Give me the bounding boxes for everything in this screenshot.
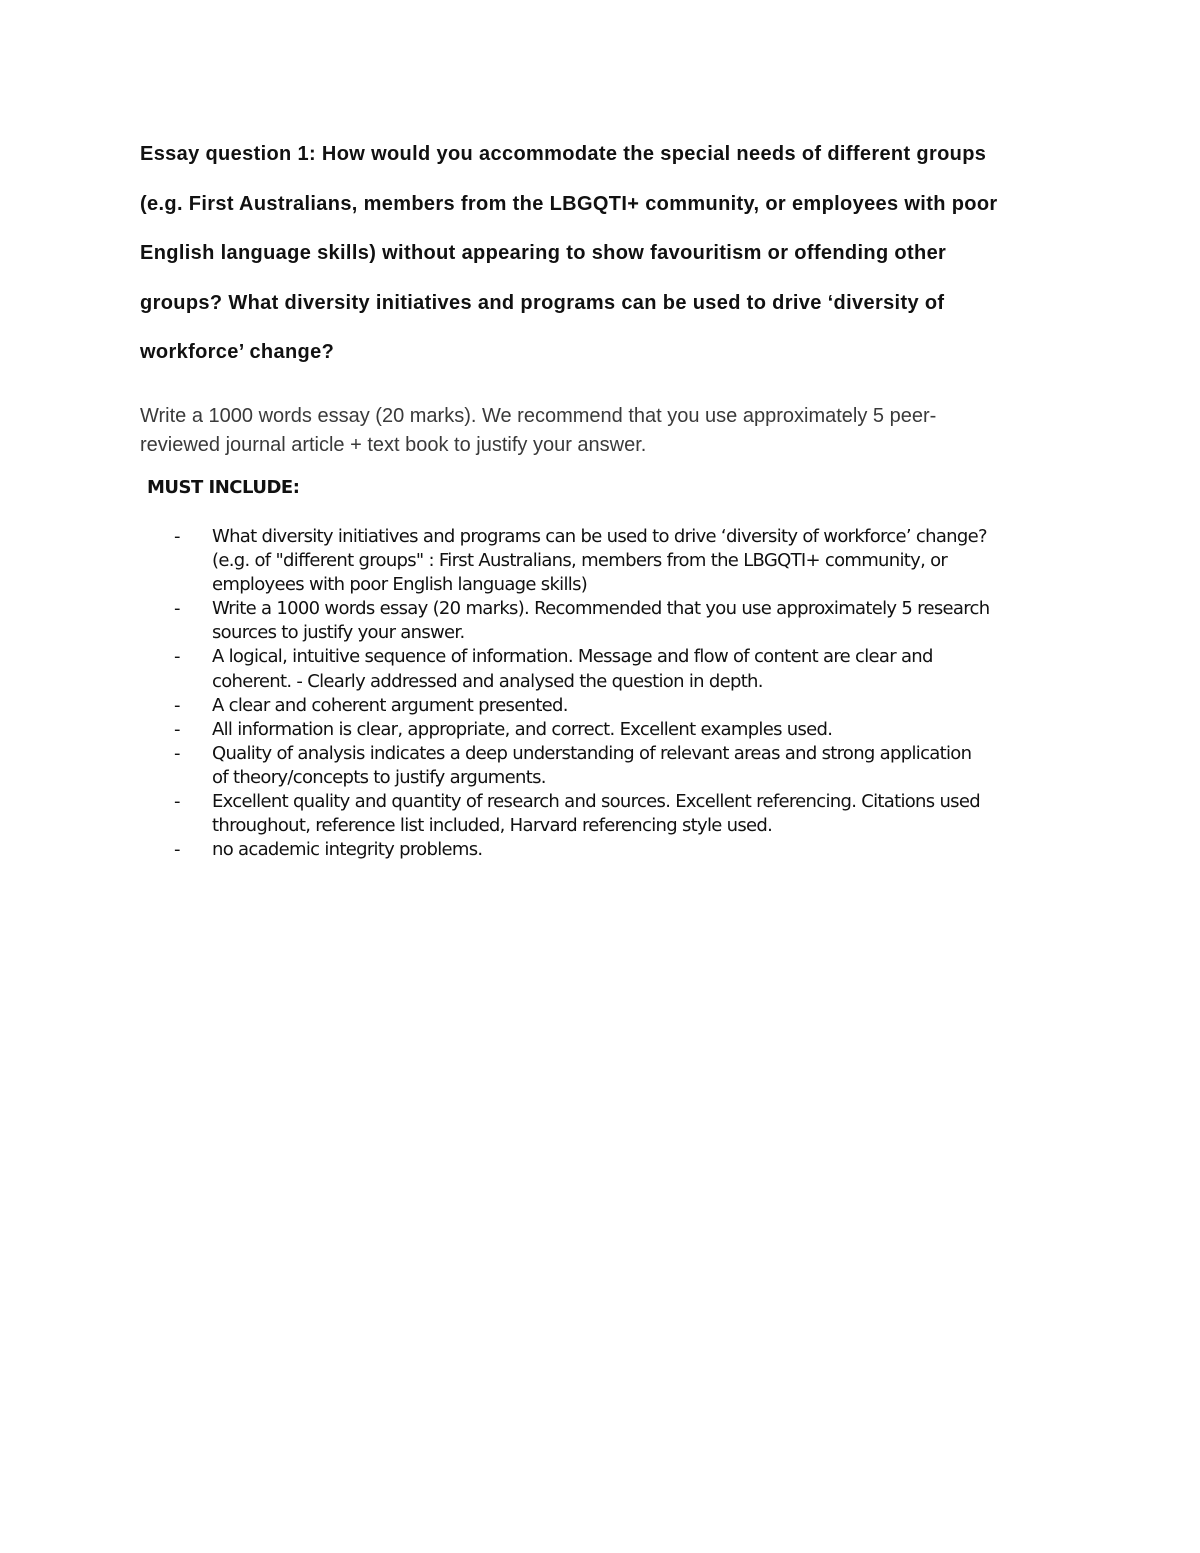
list-item: [172, 525, 1072, 597]
list-item: [172, 645, 1072, 693]
list-item: [172, 718, 1072, 742]
list-item-line: no academic integrity problems.: [212, 839, 483, 861]
list-item: [172, 694, 1072, 718]
essay-question-line: workforce’ change?: [140, 341, 335, 363]
list-item: [172, 838, 1072, 862]
essay-instructions: [140, 402, 1080, 460]
list-item-line: throughout, reference list included, Harvard referencing style used.: [212, 815, 773, 837]
list-item-line: A clear and coherent argument presented.: [212, 694, 568, 716]
dash-bullet: -: [174, 526, 180, 547]
list-item: [172, 742, 1072, 790]
essay-question-line: English language skills) without appearing to show favouritism or offending other: [140, 242, 947, 264]
list-item-line: (e.g. of "different groups" : First Australians, members from the LBGQTI+ community, or: [212, 550, 948, 572]
dash-bullet: -: [174, 694, 180, 716]
list-item: [172, 597, 1072, 645]
instructions-line: Write a 1000 words essay (20 marks). We recommend that you use approximately 5 peer-: [140, 405, 937, 427]
list-item-line: Excellent quality and quantity of research and sources. Excellent referencing. Citations used: [212, 791, 980, 813]
essay-question: [140, 135, 1080, 383]
dash-bullet: -: [174, 718, 180, 740]
list-item: [172, 790, 1072, 838]
list-item-line: A logical, intuitive sequence of information. Message and flow of content are clear and: [212, 646, 933, 668]
dash-bullet: -: [174, 598, 180, 620]
list-item-line: employees with poor English language skills): [212, 574, 588, 596]
essay-question-line: (e.g. First Australians, members from the LBGQTI+ community, or employees with poor: [140, 192, 998, 215]
requirements-list: [172, 525, 1072, 862]
dash-bullet: -: [174, 742, 180, 764]
dash-bullet: -: [174, 791, 180, 813]
dash-bullet: -: [174, 646, 180, 668]
list-item-line: coherent. - Clearly addressed and analysed the question in depth.: [212, 670, 763, 692]
essay-question-line: Essay question 1: How would you accommodate the special needs of different groups: [140, 143, 987, 165]
list-item-line: of theory/concepts to justify arguments.: [212, 766, 546, 788]
list-item-line: Quality of analysis indicates a deep understanding of relevant areas and strong application: [212, 742, 972, 764]
list-item-line: All information is clear, appropriate, and correct. Excellent examples used.: [212, 718, 833, 740]
list-item-line: What diversity initiatives and programs can be used to drive ‘diversity of workforce’ change?: [212, 526, 987, 547]
list-item-line: Write a 1000 words essay (20 marks). Recommended that you use approximately 5 research: [212, 598, 990, 620]
must-include-heading: MUST INCLUDE:: [147, 477, 300, 498]
list-item-line: sources to justify your answer.: [212, 622, 465, 644]
instructions-line: reviewed journal article + text book to justify your answer.: [140, 434, 647, 456]
essay-question-line: groups? What diversity initiatives and programs can be used to drive ‘diversity of: [140, 291, 945, 314]
dash-bullet: -: [174, 839, 180, 861]
